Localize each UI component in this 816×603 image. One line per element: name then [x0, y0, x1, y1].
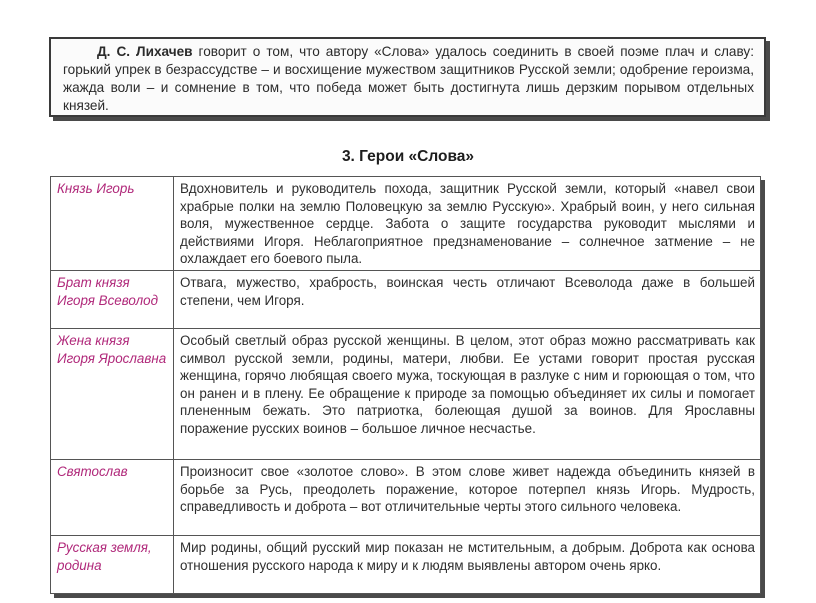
hero-description: Особый светлый образ русской женщины. В целом, этот образ можно рассматривать как символ русской земли, родины, матери, любви. Ее устами говорит простая русская женщина, горячо любящая своего мужа, тоскующая в разлуке с ним и горюющая о том, что он ранен и в плену. Ее обращение к природе за помощью объединяет их силы и помогает плененным бежать. Это патриотка, болеющая душой за воинов. Для Ярославны поражение русских воинов – большое личное несчастье.: [174, 328, 761, 459]
hero-description: Вдохновитель и руководитель похода, защитник Русской земли, который «навел свои храбрые полки на землю Половецкую за землю Русскую». Храбрый воин, у него сильная воля, мужественное сердце. Забота о защите государства руководит мыслями и действиями Игоря. Неблагоприятное предзнаменование – солнечное затмение – не охлаждает его боевого пыла.: [174, 177, 761, 271]
hero-description: Отвага, мужество, храбрость, воинская честь отличают Всеволода даже в большей степени, чем Игоря.: [174, 270, 761, 328]
quote-text: говорит о том, что автору «Слова» удалось соединить в своей поэме плач и славу: горький упрек в безрассудстве – и восхищение мужеством защитников Русской земли; одобрение героизма, жажда воли – и сомнение в том, что победа может быть достигнута лишь дерзким порывом отдельных князей.: [63, 44, 754, 113]
quote-box: [49, 37, 766, 117]
hero-name: Князь Игорь: [51, 177, 174, 271]
quote-author: Д. С. Лихачев: [97, 44, 193, 59]
hero-name: Брат князя Игоря Всеволод: [51, 270, 174, 328]
hero-name: Святослав: [51, 459, 174, 535]
table-row: [51, 535, 761, 593]
table-row: [51, 177, 761, 271]
table-row: [51, 270, 761, 328]
hero-name: Русская земля, родина: [51, 535, 174, 593]
hero-description: Мир родины, общий русский мир показан не мстительным, а добрым. Доброта как основа отношения русского народа к миру и к людям выявлены автором очень ярко.: [174, 535, 761, 593]
section-title: 3. Герои «Слова»: [341, 148, 475, 165]
hero-description: Произносит свое «золотое слово». В этом слове живет надежда объединить князей в борьбе за Русь, преодолеть поражение, которое потерпел князь Игорь. Мудрость, справедливость и доброта – вот отличительные черты этого сильного человека.: [174, 459, 761, 535]
table-row: [51, 459, 761, 535]
table-row: [51, 328, 761, 459]
quote-paragraph: [63, 43, 754, 115]
hero-name: Жена князя Игоря Ярославна: [51, 328, 174, 459]
heroes-table: [50, 176, 761, 594]
